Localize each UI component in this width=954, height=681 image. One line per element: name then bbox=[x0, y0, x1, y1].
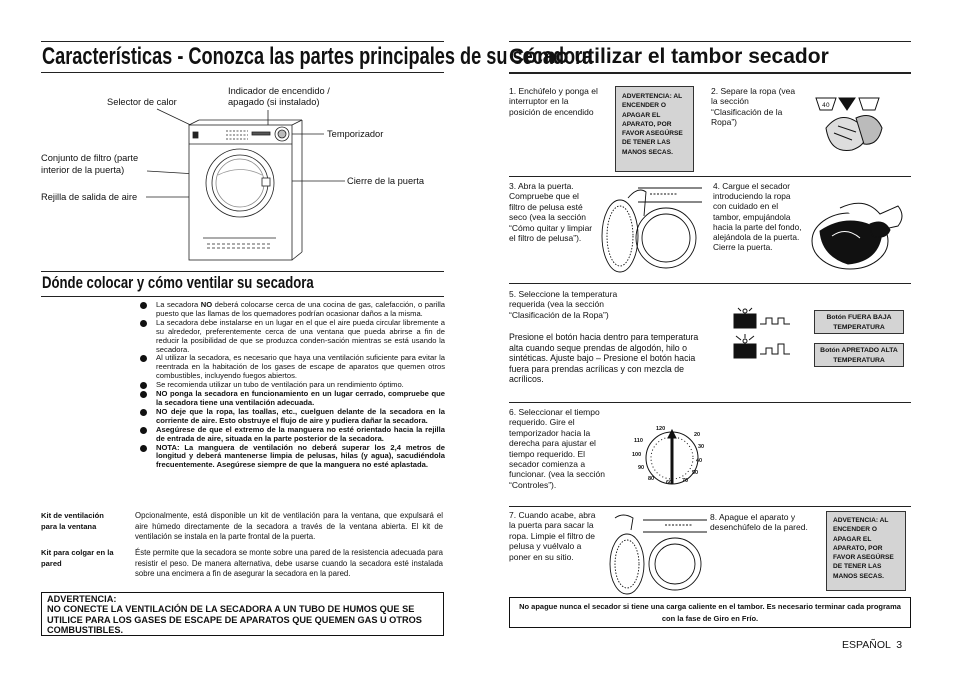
bullet-item: La secadora debe instalarse en un lugar en el que el aire pueda circular libremente a su alrededor, preferentemente cerca de una ventana que pueda abrirse a fin de reducir la posibilidad de que se produzca conden-sación mientras se está usando la secadora. bbox=[140, 319, 445, 355]
bullet-item: NO ponga la secadora en funcionamiento en un lugar cerrado, compruebe que la secadora tiene una ventilación adecuada. bbox=[140, 390, 445, 408]
label-door-latch: Cierre de la puerta bbox=[347, 176, 424, 186]
dial-number: 70 bbox=[682, 478, 689, 484]
step-4-text: 4. Cargue el secador introduciendo la ropa con cuidado en el tambor, empujándola hacia la parte del fondo, alejándola de la puerta. Cierre la puerta. bbox=[713, 181, 802, 253]
row-divider-1 bbox=[509, 176, 911, 177]
ventilation-bullet-list bbox=[140, 301, 445, 470]
step-2-text: 2. Separe la ropa (vea la sección “Clasificación de la Ropa”) bbox=[711, 86, 796, 128]
warning-step-1: ADVERTENCIA: AL ENCENDER O APAGAR EL APARATO, POR FAVOR ASEGÚRSE DE TENER LAS MANOS SECAS. bbox=[615, 86, 694, 172]
label-indicator-1: Indicador de encendido / bbox=[228, 86, 330, 96]
bullet-item: NOTA: La manguera de ventilación no deberá superar los 2,4 metros de longitud y deberá mantenerse limpia de pelusas, hilas (y agua), sacudiéndola frecuentemente. Asegúrese siempre de que la manguera no esté aplastada. bbox=[140, 444, 445, 471]
label-timer: Temporizador bbox=[327, 129, 384, 139]
kit-wall-heading: Kit para colgar en la pared bbox=[41, 548, 114, 568]
step-8-text: 8. Apague el aparato y desenchúfelo de la pared. bbox=[710, 512, 808, 533]
dial-number: 50 bbox=[692, 470, 699, 476]
step-3-text: 3. Abra la puerta. Compruebe que el filtro de pelusa esté seco (vea la sección “Cómo quitar y limpiar el filtro de pelusa”). bbox=[509, 181, 593, 244]
svg-text:40: 40 bbox=[822, 102, 830, 109]
step-5-text-a: 5. Seleccione la temperatura requerida (vea la sección “Clasificación de la Ropa”) bbox=[509, 289, 618, 320]
timer-dial-icon bbox=[622, 418, 722, 498]
step-6-text: 6. Seleccionar el tiempo requerido. Gire el temporizador hacia la derecha para ajustar el tiempo requerido. El secador comienza a funcionar. (vea la sección “Controles”). bbox=[509, 407, 605, 490]
dial-number: 110 bbox=[634, 438, 643, 444]
bullet-icon bbox=[140, 445, 147, 452]
dial-number: 80 bbox=[648, 476, 655, 482]
warning-box bbox=[41, 592, 444, 636]
warning-title: ADVERTENCIA: bbox=[47, 594, 117, 604]
row-divider-2 bbox=[509, 283, 911, 284]
label-air-grille: Rejilla de salida de aire bbox=[41, 192, 138, 202]
label-filter-2: interior de la puerta) bbox=[41, 165, 125, 175]
step-7-text: 7. Cuando acabe, abra la puerta para sacar la ropa. Limpie el filtro de pelusa y vuélvalo a poner en su sitio. bbox=[509, 510, 596, 562]
row-divider-4 bbox=[509, 506, 911, 507]
dial-number: 40 bbox=[696, 458, 703, 464]
bullet-item: La secadora NO deberá colocarse cerca de una cocina de gas, calefacción, o parilla puesto que las llamas de los quemadores podrían ocasionar daños a la misma. bbox=[140, 301, 445, 319]
low-temperature-button-label: Botón FUERA BAJA TEMPERATURA bbox=[814, 310, 904, 334]
section2-title: Dónde colocar y cómo ventilar su secadora bbox=[42, 273, 314, 292]
bullet-item: Asegúrese de que el extremo de la manguera no esté orientado hacia la rejilla de entrada de aire, situada en la parte posterior de la secadora. bbox=[140, 426, 445, 444]
step-5-text-b: Presione el botón hacia dentro para temperatura alta cuando seque prendas de algodón, hilo o sintéticas. Ajuste bajo – Presione el botón hacia fuera para prendas acrílicas y con mezcla de acrílicos. bbox=[509, 332, 699, 385]
kit-vent-heading: Kit de ventilación para la ventana bbox=[41, 511, 104, 531]
section2-bottom-rule bbox=[41, 296, 444, 297]
temperature-button-icons bbox=[732, 308, 792, 363]
page-footer: ESPAÑOL 3 bbox=[842, 639, 903, 651]
clean-filter-illustration bbox=[603, 510, 707, 594]
dial-number: 90 bbox=[638, 465, 645, 471]
kit-wall-text: Éste permite que la secadora se monte sobre una pared de la resistencia adecuada para resistir el peso. De manera alternativa, debe usarse cuando la secadora esté instalada sobre una encimera a fin de asegurar la secadora en la pared. bbox=[135, 548, 443, 578]
bullet-icon bbox=[140, 382, 147, 389]
bullet-item: NO deje que la ropa, las toallas, etc., cuelguen delante de la secadora en la corriente de aire. Esto obstruye el flujo de aire y pudiera dañar la secadora. bbox=[140, 408, 445, 426]
kit-vent-text: Opcionalmente, está disponible un kit de ventilación para la ventana, que expulsará el aire húmedo directamente de la secadora a través de la ventana abierta. El kit de ventilación se instala en la parte frontal de la puerta. bbox=[135, 511, 443, 541]
bullet-icon bbox=[140, 391, 147, 398]
warning-step-8: ADVETENCIA: AL ENCENDER O APAGAR EL APARATO, POR FAVOR ASEGÚRSE DE TENER LAS MANOS SECAS. bbox=[826, 511, 906, 591]
dial-number: 60 bbox=[666, 480, 673, 486]
sorting-clothes-icon bbox=[812, 88, 892, 158]
high-temperature-button-label: Botón APRETADO ALTA TEMPERATURA bbox=[814, 343, 904, 367]
label-filter-1: Conjunto de filtro (parte bbox=[41, 153, 139, 163]
open-door-filter-illustration bbox=[598, 178, 703, 278]
warning-text: NO CONECTE LA VENTILACIÓN DE LA SECADORA A UN TUBO DE HUMOS QUE SE UTILICE PARA LOS GASES DE ESCAPE DE APARATOS QUE QUEMEN GAS U OTROS COMBUSTIBLES. bbox=[47, 604, 422, 635]
dial-number: 120 bbox=[656, 426, 666, 432]
dial-number: 20 bbox=[694, 432, 701, 438]
bullet-icon bbox=[140, 320, 147, 327]
page-title-right: Cómo utilizar el tambor secador bbox=[509, 45, 829, 68]
cold-cycle-notice: No apague nunca el secador si tiene una carga caliente en el tambor. Es necesario terminar cada programa con la fase de Giro en Frío. bbox=[509, 597, 911, 628]
bullet-icon bbox=[140, 355, 147, 362]
label-heat-selector: Selector de calor bbox=[107, 97, 177, 107]
section2-top-rule bbox=[41, 271, 444, 272]
bullet-item: Al utilizar la secadora, es necesario que haya una ventilación suficiente para evitar la reentrada en la habitación de los gases de escape de aparatos que quemen otros combustibles, incluyendo fuegos abiertos. bbox=[140, 354, 445, 381]
label-indicator-2: apagado (si instalado) bbox=[228, 97, 320, 107]
right-title-bottom-rule bbox=[509, 72, 911, 74]
loading-drum-illustration bbox=[810, 196, 910, 278]
right-title-top-rule bbox=[509, 41, 911, 42]
bullet-icon bbox=[140, 427, 147, 434]
step-1-text: 1. Enchúfelo y ponga el interruptor en la posición de encendido bbox=[509, 86, 598, 117]
page-title-left: Características - Conozca las partes principales de su secadora bbox=[42, 43, 593, 70]
bullet-icon bbox=[140, 302, 147, 309]
dial-number: 100 bbox=[632, 452, 642, 458]
bullet-item: Se recomienda utilizar un tubo de ventilación para un rendimiento óptimo. bbox=[140, 381, 445, 390]
bullet-icon bbox=[140, 409, 147, 416]
row-divider-3 bbox=[509, 402, 911, 403]
dial-number: 30 bbox=[698, 444, 705, 450]
